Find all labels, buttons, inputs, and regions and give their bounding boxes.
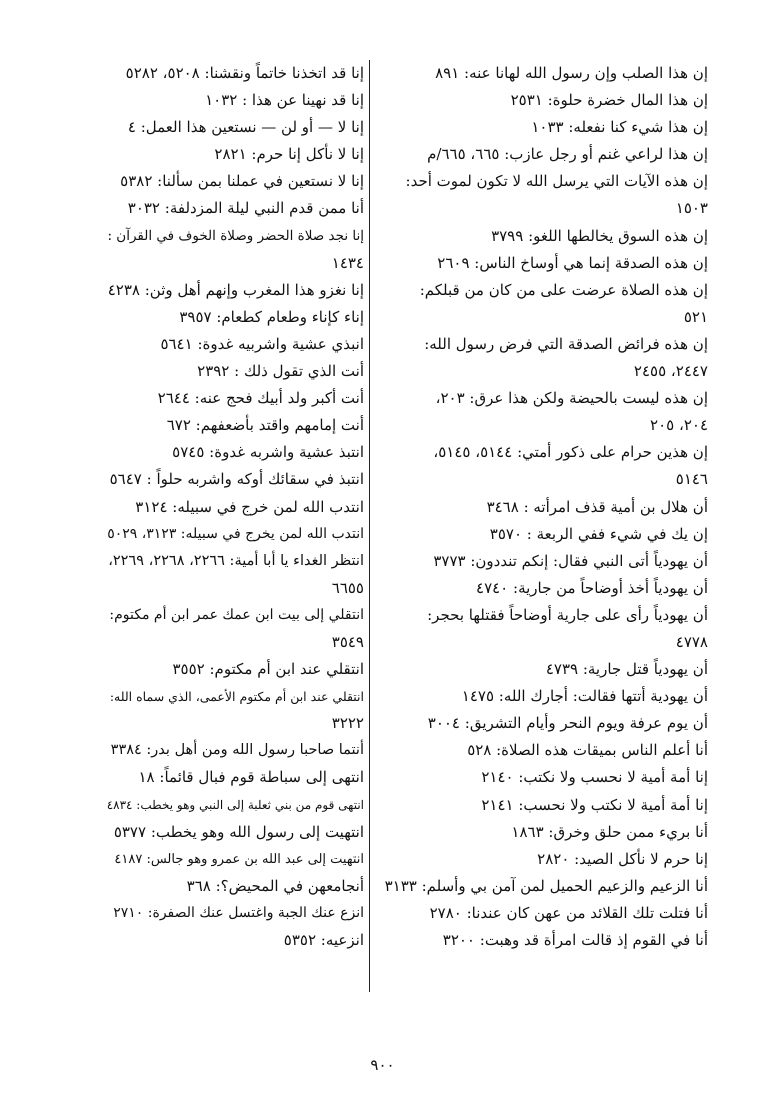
index-entry: انتدب الله لمن خرج في سبيله: ٣١٢٤ — [135, 497, 364, 516]
index-entry: ١٥٠٣ — [675, 199, 708, 218]
index-column-left — [106, 60, 364, 954]
index-entry: إن هذه فرائض الصدقة التي فرض رسول الله: — [424, 334, 708, 353]
index-entry: إن هذه السوق يخالطها اللغو: ٣٧٩٩ — [491, 226, 708, 245]
index-entry: انزع عنك الجبة واغتسل عنك الصفرة: ٢٧١٠ — [113, 904, 364, 921]
index-entry: أنا في القوم إذ قالت امرأة قد وهبت: ٣٢٠٠ — [442, 931, 708, 949]
page-number: ٩٠٠ — [370, 1056, 395, 1074]
index-entry: إنا أمة أمية لا نكتب ولا نحسب: ٢١٤١ — [481, 795, 708, 814]
index-entry: إن هذه الصدقة إنما هي أوساخ الناس: ٢٦٠٩ — [437, 253, 708, 272]
index-entry: إن هذين حرام على ذكور أمتي: ٥١٤٤، ٥١٤٥، — [433, 443, 708, 462]
index-entry: انتبذ عشية واشربه غدوة: ٥٧٤٥ — [172, 443, 364, 462]
index-entry: ٣٢٢٢ — [331, 714, 364, 733]
index-entry: انتهى إلى سباطة قوم فبال قائماً: ١٨ — [138, 768, 364, 787]
index-entry: إنا نغزو هذا المغرب وإنهم أهل وثن: ٤٢٣٨ — [107, 280, 364, 299]
index-entry: ٦٦٥٥ — [331, 578, 364, 597]
index-entry: ٥٢١ — [683, 307, 708, 326]
index-entry: إن هذا الصلب وإن رسول الله لهانا عنه: ٨٩١ — [435, 64, 708, 82]
index-entry: انتظر الغداء يا أبا أمية: ٢٢٦٦، ٢٢٦٨، ٢٢٦٩، — [108, 552, 364, 569]
index-entry: ٥١٤٦ — [675, 470, 708, 489]
index-entry: ١٤٣٤ — [331, 253, 364, 272]
index-entry: إن هذا لراعي غنم أو رجل عازب: ٦٦٥، ٦٦٥/م — [427, 145, 708, 164]
index-entry: إناء كإناء وطعام كطعام: ٣٩٥٧ — [179, 307, 364, 326]
index-entry: أن هلال بن أمية قذف امرأته : ٣٤٦٨ — [486, 497, 708, 516]
index-entry: ٢٤٤٧، ٢٤٥٥ — [633, 362, 708, 381]
index-entry: أنا أعلم الناس بميقات هذه الصلاة: ٥٢٨ — [467, 741, 708, 760]
index-entry: أنا ممن قدم النبي ليلة المزدلفة: ٣٠٣٢ — [127, 199, 364, 218]
index-entry: ٢٠٤، ٢٠٥ — [650, 416, 708, 435]
index-entry: أنا الزعيم والزعيم الحميل لمن آمن بي وأسلم: ٣١٣٣ — [384, 876, 708, 895]
index-entry: أن يهودياً قتل جارية: ٤٧٣٩ — [545, 660, 708, 679]
index-entry: إنا لا نستعين في عملنا بمن سألنا: ٥٣٨٢ — [120, 172, 364, 191]
index-entry: انتهى قوم من بني ثعلبة إلى النبي وهو يخطب: ٤٨٣٤ — [106, 797, 364, 812]
index-entry: أن يوم عرفة ويوم النحر وأيام التشريق: ٣٠٠٤ — [427, 714, 708, 733]
index-entry: إن هذه ليست بالحيضة ولكن هذا عرق: ٢٠٣، — [435, 389, 708, 408]
index-entry: أن يهودياً رأى على جارية أوضاحاً فقتلها بحجر: — [427, 605, 708, 624]
index-entry: إنا قد نهينا عن هذا : ١٠٣٢ — [205, 91, 364, 110]
index-entry: ٤٧٧٨ — [675, 632, 708, 651]
index-entry: انتهيت إلى عبد الله بن عمرو وهو جالس: ٤١٨٧ — [114, 851, 364, 867]
index-entry: إنا لا — أو لن — نستعين هذا العمل: ٤ — [127, 118, 364, 137]
index-entry: انتقلي عند ابن أم مكتوم: ٣٥٥٢ — [172, 660, 364, 679]
index-entry: انتبذ في سقائك أوكه واشربه حلواً : ٥٦٤٧ — [109, 470, 364, 489]
index-entry: أنجامعهن في المحيض؟: ٣٦٨ — [186, 876, 364, 895]
index-entry: أنا فتلت تلك القلائد من عهن كان عندنا: ٢٧٨٠ — [429, 903, 708, 922]
index-entry: إنا لا نأكل إنا حرم: ٢٨٢١ — [214, 145, 364, 164]
index-entry: انبذي عشية واشربيه غدوة: ٥٦٤١ — [160, 334, 364, 353]
index-entry: إنا نجد صلاة الحضر وصلاة الخوف في القرآن : — [107, 227, 364, 244]
index-entry: إنا قد اتخذنا خاتماً ونقشنا: ٥٢٠٨، ٥٢٨٢ — [125, 64, 364, 82]
index-entry: إن هذه الصلاة عرضت على من كان من قبلكم: — [419, 280, 708, 299]
index-entry: أنت الذي تقول ذلك : ٢٣٩٢ — [197, 362, 364, 381]
index-entry: إن هذا شيء كنا نفعله: ١٠٣٣ — [531, 118, 708, 137]
index-entry: إن يك في شيء ففي الربعة : ٣٥٧٠ — [489, 524, 708, 543]
index-entry: انتقلي إلى بيت ابن عمك عمر ابن أم مكتوم: — [109, 606, 364, 623]
index-column-right — [378, 60, 708, 954]
index-entry: انزعيه: ٥٣٥٢ — [283, 931, 364, 949]
index-entry: إنا حرم لا نأكل الصيد: ٢٨٢٠ — [537, 849, 708, 868]
index-entry: أن يهودية أتتها فقالت: أجارك الله: ١٤٧٥ — [461, 687, 708, 706]
index-entry: انتدب الله لمن يخرج في سبيله: ٣١٢٣، ٥٠٢٩ — [107, 525, 364, 542]
index-entry: أنتما صاحبا رسول الله ومن أهل بدر: ٣٣٨٤ — [110, 742, 364, 759]
index-entry: أنت أكبر ولد أبيك فحج عنه: ٢٦٤٤ — [157, 389, 364, 408]
column-divider — [369, 60, 370, 992]
index-entry: انتقلي عند ابن أم مكتوم الأعمى، الذي سماه الله: — [109, 689, 364, 705]
index-entry: إن هذه الآيات التي يرسل الله لا تكون لموت أحد: — [405, 172, 708, 191]
index-entry: أن يهودياً أخذ أوضاحاً من جارية: ٤٧٤٠ — [476, 578, 708, 597]
index-entry: أن يهودياً أتى النبي فقال: إنكم تنددون: ٣٧٧٣ — [433, 551, 708, 570]
index-entry: إنا أمة أمية لا نحسب ولا نكتب: ٢١٤٠ — [481, 768, 708, 787]
index-entry: أنت إمامهم واقتد بأضعفهم: ٦٧٢ — [166, 416, 364, 435]
index-entry: ٣٥٤٩ — [331, 632, 364, 651]
index-entry: انتهيت إلى رسول الله وهو يخطب: ٥٣٧٧ — [113, 822, 364, 841]
index-entry: أنا بريء ممن حلق وخرق: ١٨٦٣ — [511, 822, 708, 841]
index-entry: إن هذا المال خضرة حلوة: ٢٥٣١ — [510, 91, 708, 110]
